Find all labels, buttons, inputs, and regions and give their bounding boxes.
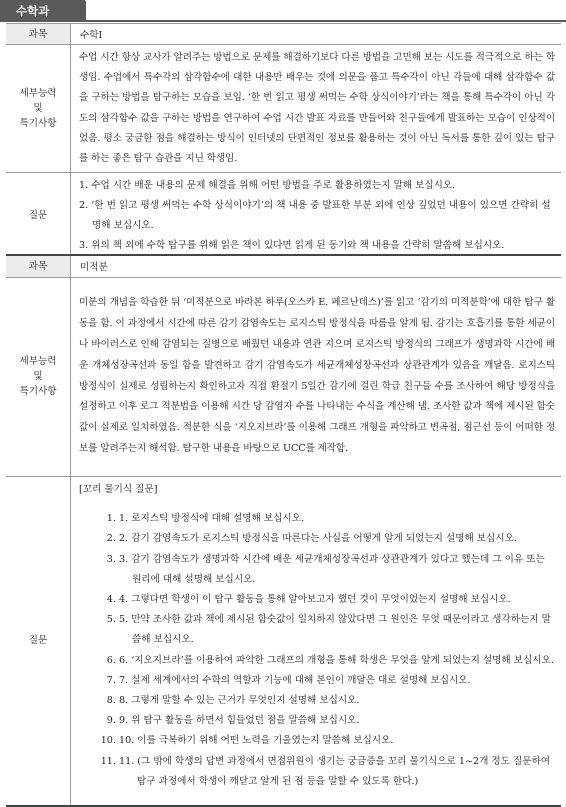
record-table-calculus: [6, 254, 561, 807]
question-item: 3. 위의 책 외에 수학 탐구를 위해 읽은 책이 있다면 읽게 된 동기와 책 내용을 간략히 말씀해 보십시오.: [79, 239, 505, 251]
header-rule: [0, 20, 566, 22]
subject-row: [6, 24, 561, 45]
detail-label: [6, 277, 71, 476]
question-item: 8. 8. 그렇게 말할 수 있는 근거가 무엇인지 설명해 보십시오.: [119, 691, 555, 711]
question-row: [6, 476, 561, 806]
subject-row: [6, 255, 561, 277]
question-list: [79, 509, 555, 792]
section-tab-title: 수학과: [0, 0, 86, 21]
detail-row: [6, 45, 561, 173]
question-item: 10. 10. 이를 극복하기 위해 어떤 노력을 기울였는지 말씀해 보십시오.: [119, 731, 555, 751]
question-item: 1. 1. 로지스틱 방정식에 대해 설명해 보십시오.: [119, 509, 555, 529]
section-header: [0, 0, 566, 22]
question-cell: [71, 173, 562, 260]
detail-label-line3: 특기사항: [19, 118, 57, 130]
question-row: [6, 173, 561, 260]
question-item: 5. 5. 만약 조사한 값과 책에 제시된 함숫값이 일치하지 않았다면 그 원인은 무엇 때문이라고 생각하는지 말씀해 보십시오.: [119, 610, 555, 650]
subject-label: 과목: [6, 255, 71, 277]
question-title: [꼬리 물기식 질문]: [79, 483, 158, 495]
subject-value: 수학Ⅰ: [71, 24, 562, 45]
detail-label: [6, 45, 71, 173]
question-item: 2. ‘한 번 읽고 평생 써먹는 수학 상식이야기’의 책 내용 중 발표한 부분 외에 인상 깊었던 내용이 있으면 간략히 설명해 보십시오.: [79, 200, 551, 231]
question-cell: [71, 476, 562, 806]
detail-cell: [71, 45, 562, 173]
subject-value: 미적분: [71, 255, 562, 277]
question-label: 질문: [6, 476, 71, 806]
subject-label: 과목: [6, 24, 71, 45]
question-item: 9. 9. 위 탐구 활동을 하면서 힘들었던 점을 말씀해 보십시오.: [119, 711, 555, 731]
detail-label-line1: 세부능력: [19, 356, 57, 367]
question-item: 2. 2. 감기 감염속도가 로지스틱 방정식을 따른다는 사실을 어떻게 알게 되었는지 설명해 보십시오.: [119, 529, 555, 549]
question-item: 7. 7. 실제 세계에서의 수학의 역할과 기능에 대해 본인이 깨달은 대로 설명해 보십시오.: [119, 671, 555, 691]
detail-label-line3: 특기사항: [19, 386, 57, 397]
question-label: 질문: [6, 173, 71, 260]
detail-cell: [71, 277, 562, 476]
question-item: 1. 수업 시간 배운 내용의 문제 해결을 위해 어떤 방법을 주로 활용하였는지 말해 보십시오.: [79, 180, 456, 192]
detail-label-line2: 및: [33, 371, 43, 382]
question-list: [79, 176, 555, 255]
record-table-math1: [6, 23, 561, 260]
detail-label-line1: 세부능력: [19, 88, 57, 100]
question-item: 11. 11. (그 밖에 학생의 답변 과정에서 면접위원이 생기는 궁금증을 꼬리 물기식으로 1~2개 정도 질문하여 탐구 과정에서 학생이 깨닫고 알게 된 점 등을 말할 수 있도록 한다.): [119, 752, 555, 792]
question-item: 3. 3. 감기 감염속도가 생명과학 시간에 배운 세균개체성장곡선과 상관관계가 있다고 했는데 그 이유 또는 원리에 대해 설명해 보십시오.: [119, 550, 555, 590]
question-item: 4. 4. 그렇다면 학생이 이 탐구 활동을 통해 알아보고자 했던 것이 무엇이었는지 설명해 보십시오.: [119, 590, 555, 610]
detail-text: 미분의 개념을 학습한 뒤 ‘미적분으로 바라본 하루(오스카 E. 페르난데스)’를 읽고 ‘감기의 미적분학’에 대한 탐구 활동을 함. 이 과정에서 시간에 따른 감기 감염속도는 로지스틱 방정식을 따름을 알게 됨. 감기는 호흡기를 통한 세균이나 바이러스로 인해 감염되는 질병으로 배웠던 내용과 연관 지으며 로지스틱 방정식의 그래프가 생명과학 시간에 배운 개체성장곡선과 동일 함을 발견하고 감기 감염속도가 세균개체성장곡선과 상관관계가 있음을 깨달음. 로지스틱 방정식이 실제로 성립하는지 확인하고자 직접 환절기 5일간 감기에 걸린 학급 친구들 수를 조사하여 해당 방정식을 설정하고 이후 로그 적분법을 이용해 시간 당 감염자 수를 나타내는 수식을 계산해 냄. 조사한 값과 책에 제시된 함숫값이 실제로 일치하였음. 적분한 식을 ‘지오지브라’를 이용해 그래프 개형을 파악하고 변곡점, 점근선 등이 어떠한 정보를 알려주는지 해석함. 탐구한 내용을 바탕으로 UCC를 제작함.: [79, 297, 555, 454]
detail-text: 수업 시간 항상 교사가 알려주는 방법으로 문제를 해결하기보다 다른 방법을 고민해 보는 시도를 적극적으로 하는 학생임. 수업에서 특수각의 삼각함수에 대한 내용만 배우는 것에 의문을 품고 특수각이 아닌 각들에 대해 삼각함수 값을 구하는 방법을 탐구하는 모습을 보임. ‘한 번 읽고 평생 써먹는 수학 상식이야기’라는 책을 통해 특수각이 아닌 각도의 삼각함수 값을 구하는 방법을 연구하여 수업 시간 발표 자료를 만들어와 친구들에게 발표하는 모습이 인상적이었음. 평소 궁금한 점을 해결하는 방식이 인터넷의 단편적인 정보를 활용하는 것이 아닌 독서를 통한 깊이 있는 탐구를 하는 좋은 탐구 습관을 지닌 학생임.: [79, 52, 555, 165]
detail-label-line2: 및: [33, 103, 43, 115]
detail-row: [6, 277, 561, 476]
question-item: 6. 6. ‘지오지브라’를 이용하여 파악한 그래프의 개형을 통해 학생은 무엇을 알게 되었는지 설명해 보십시오.: [119, 651, 555, 671]
